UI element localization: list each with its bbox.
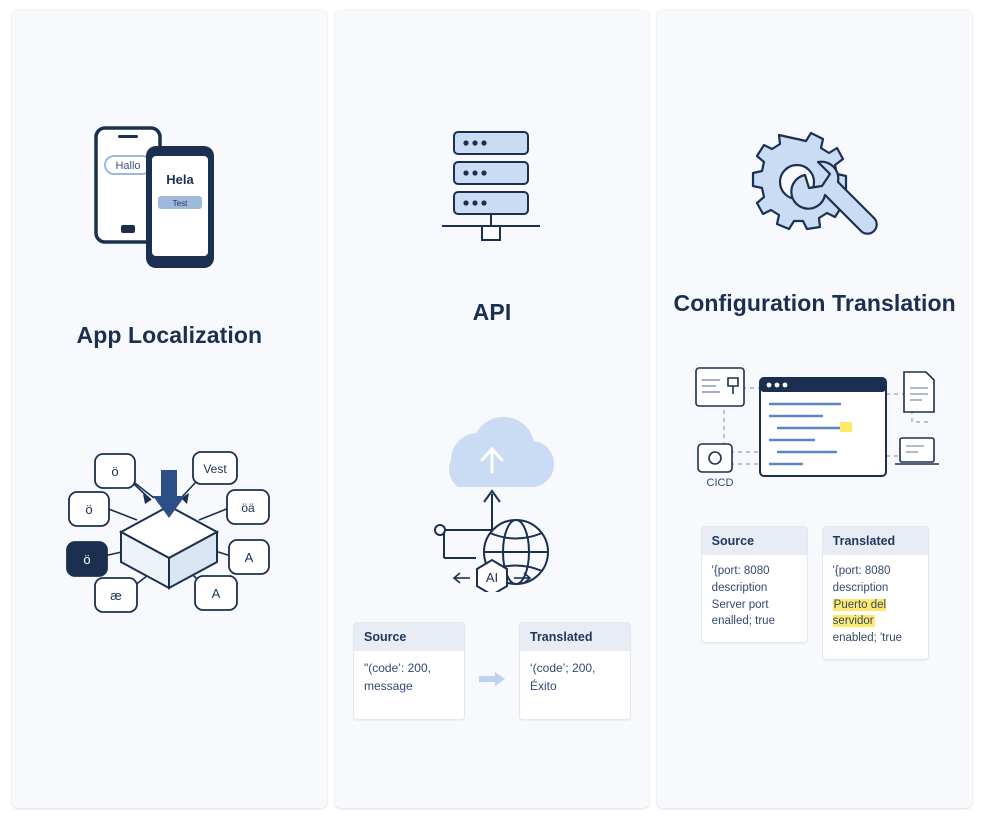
svg-text:æ: æ <box>110 588 123 604</box>
source-card <box>701 526 808 643</box>
panel-configuration-translation <box>657 10 972 808</box>
svg-text:ö: ö <box>85 502 93 518</box>
panel-api <box>335 10 650 808</box>
panel-title: API <box>472 299 512 325</box>
translated-highlight: Puerto del servidor <box>832 598 887 628</box>
phone-front-text: Hallo <box>115 160 141 172</box>
translated-card-body <box>520 651 630 719</box>
translated-line: '{port: 8080 <box>832 565 891 578</box>
panel-title: Configuration Translation <box>673 290 956 316</box>
server-stack-icon <box>335 128 650 243</box>
translated-card-header: Translated <box>823 527 928 555</box>
pipeline-label: CICD <box>706 476 734 489</box>
source-card-body <box>702 555 807 642</box>
svg-text:ö: ö <box>83 552 91 568</box>
translated-line: enabled; 'true <box>832 632 903 645</box>
source-card-header: Source <box>354 623 464 651</box>
source-card <box>353 622 465 720</box>
source-line: description <box>711 582 768 595</box>
svg-text:A: A <box>211 586 221 602</box>
phone-button-label: Test <box>172 199 188 208</box>
svg-text:öä: öä <box>241 501 256 516</box>
source-line: '{port: 8080 <box>711 565 770 578</box>
phone-back-text: Hela <box>166 172 195 187</box>
translated-card <box>822 526 929 659</box>
translated-card-header: Translated <box>520 623 630 651</box>
source-line: "(code’: 200, <box>364 661 431 676</box>
translated-line: ‘(code’; 200, <box>530 661 596 676</box>
source-line: message <box>364 679 413 694</box>
panel-app-localization <box>12 10 327 808</box>
cicd-pipeline-icon <box>657 357 972 512</box>
translated-line: description <box>832 582 889 595</box>
localization-network-icon <box>12 428 327 628</box>
panel-title: App Localization <box>76 322 263 348</box>
api-code-compare <box>353 622 631 720</box>
right-arrow-icon <box>479 672 505 686</box>
source-line: enalled; true <box>711 615 775 628</box>
config-code-compare <box>701 526 929 659</box>
translated-card <box>519 622 631 720</box>
svg-text:A: A <box>244 550 254 566</box>
ai-badge-label: AI <box>485 570 499 586</box>
translated-line: Éxito <box>530 679 557 694</box>
source-card-header: Source <box>702 527 807 555</box>
two-phones-icon <box>12 125 327 275</box>
source-card-body <box>354 651 464 719</box>
svg-text:ö: ö <box>111 464 119 480</box>
translated-card-body <box>823 555 928 658</box>
svg-text:Vest: Vest <box>203 462 228 477</box>
gear-wrench-icon <box>657 125 972 253</box>
cloud-globe-icon <box>335 397 650 597</box>
source-line: Server port <box>711 598 769 611</box>
